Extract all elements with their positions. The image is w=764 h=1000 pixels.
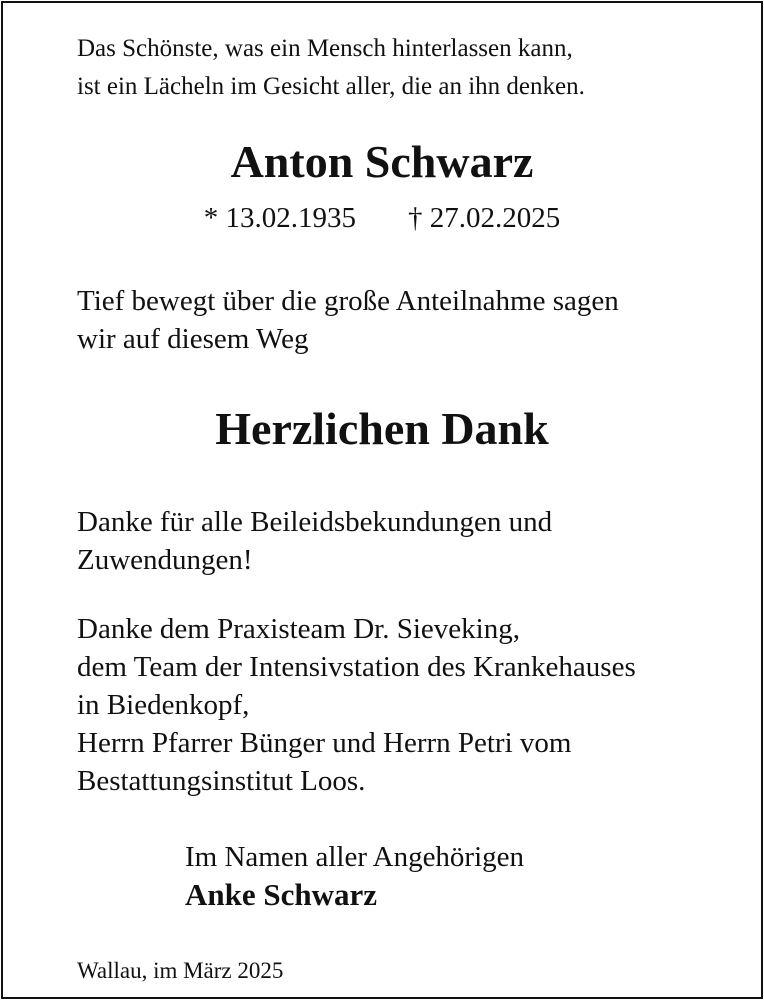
deceased-name: Anton Schwarz — [230, 136, 534, 187]
thanks-heading: Herzlichen Dank — [215, 403, 549, 454]
memorial-quote — [77, 30, 717, 106]
paragraph-line: Herrn Pfarrer Bünger und Herrn Petri vom — [77, 727, 572, 759]
thanks-paragraph-people — [77, 610, 747, 800]
place-and-date: Wallau, im März 2025 — [77, 958, 284, 983]
paragraph-line: dem Team der Intensivstation des Krankehauses — [77, 651, 636, 683]
paragraph-line: Zuwendungen! — [77, 544, 253, 576]
closing-signature — [185, 838, 705, 914]
paragraph-line: Danke für alle Beileidsbekundungen und — [77, 506, 553, 538]
life-dates — [0, 200, 764, 236]
paragraph-line: Bestattungsinstitut Loos. — [77, 765, 366, 797]
quote-line: ist ein Lächeln im Gesicht aller, die an ihn denken. — [77, 73, 585, 100]
paragraph-line: in Biedenkopf, — [77, 689, 250, 721]
thanks-paragraph-condolences — [77, 503, 747, 579]
death-date: † 27.02.2025 — [408, 202, 561, 234]
intro-line: Tief bewegt über die große Anteilnahme sagen — [77, 285, 619, 317]
signer-name: Anke Schwarz — [185, 877, 378, 912]
quote-line: Das Schönste, was ein Mensch hinterlassen kann, — [77, 35, 573, 62]
closing-greeting: Im Namen aller Angehörigen — [185, 841, 525, 873]
birth-date: * 13.02.1935 — [203, 202, 356, 234]
intro-text — [77, 282, 737, 358]
intro-line: wir auf diesem Weg — [77, 323, 309, 355]
paragraph-line: Danke dem Praxisteam Dr. Sieveking, — [77, 613, 520, 645]
